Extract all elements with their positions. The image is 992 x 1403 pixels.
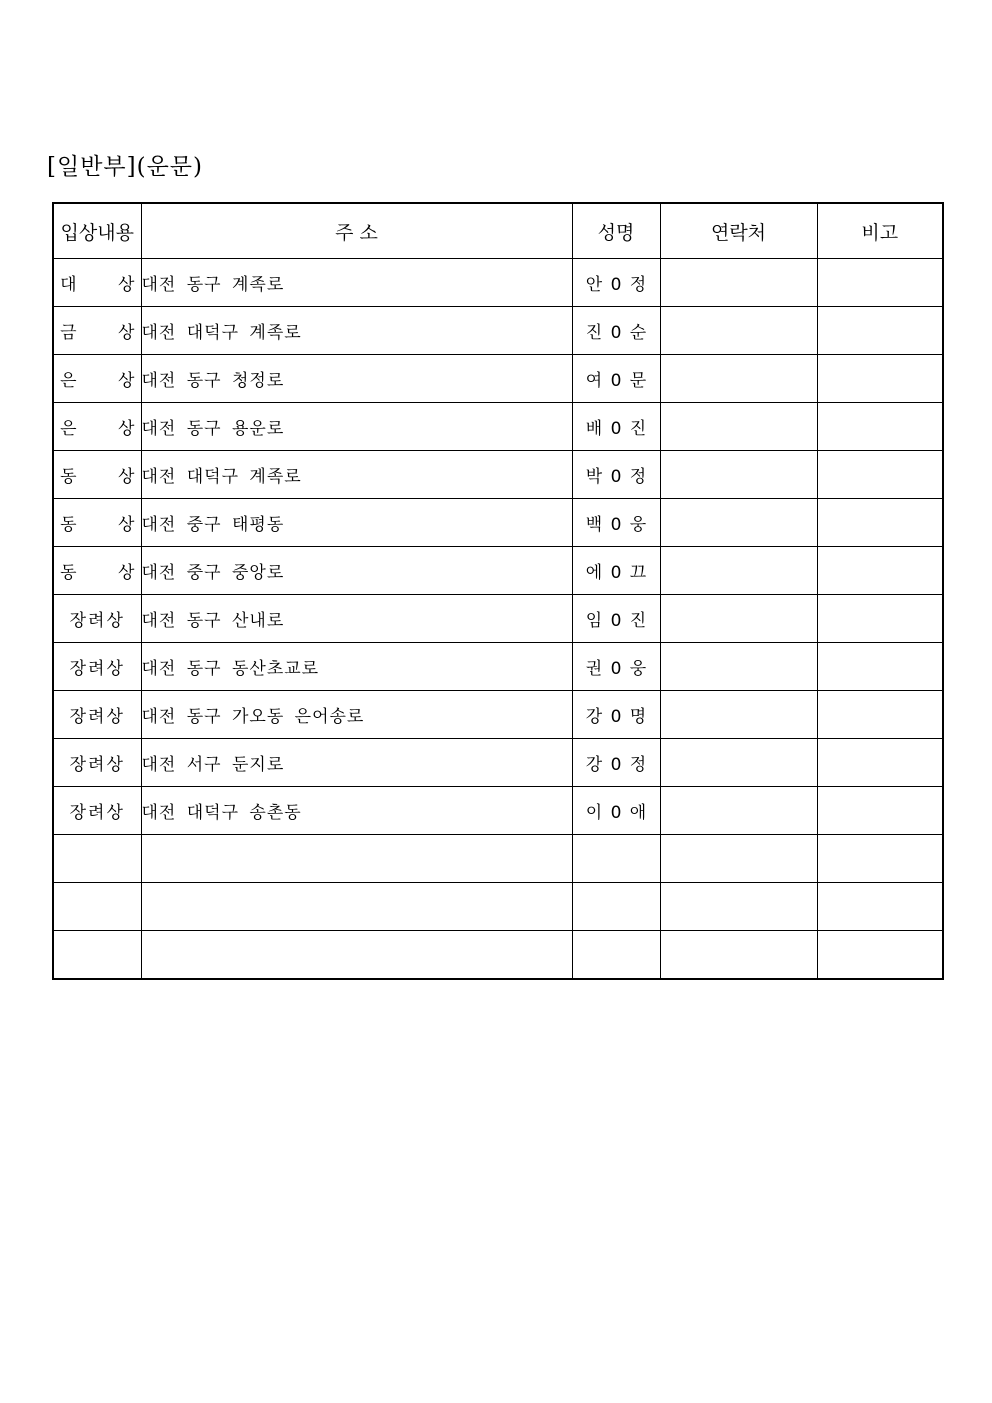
remarks-cell [817, 547, 943, 595]
award-label: 장려상 [69, 611, 125, 631]
award-label: 은 상 [60, 371, 153, 391]
contact-cell [660, 739, 817, 787]
table-row [53, 499, 943, 547]
name-cell: 백 0 웅 [572, 499, 660, 547]
address-cell: 대전 대덕구 계족로 [141, 307, 572, 355]
name-cell: 여 0 문 [572, 355, 660, 403]
contact-cell [660, 547, 817, 595]
contact-cell [660, 691, 817, 739]
award-label: 동 상 [60, 467, 153, 487]
contact-cell [660, 931, 817, 980]
table-row [53, 547, 943, 595]
table-row [53, 931, 943, 980]
award-label: 대 상 [60, 275, 153, 295]
remarks-cell [817, 691, 943, 739]
award-label: 은 상 [60, 419, 153, 439]
address-cell: 대전 동구 가오동 은어송로 [141, 691, 572, 739]
remarks-cell [817, 931, 943, 980]
award-cell [53, 259, 153, 307]
table-row [53, 787, 943, 835]
contact-cell [660, 307, 817, 355]
award-cell [53, 499, 153, 547]
address-cell: 대전 동구 청정로 [141, 355, 572, 403]
award-label: 장려상 [69, 755, 125, 775]
award-cell [53, 739, 141, 787]
table-row [53, 307, 943, 355]
header-name: 성명 [572, 203, 660, 259]
award-cell [53, 451, 153, 499]
table-row [53, 259, 943, 307]
remarks-cell [817, 355, 943, 403]
remarks-cell [817, 595, 943, 643]
address-cell: 대전 동구 용운로 [141, 403, 572, 451]
remarks-cell [817, 739, 943, 787]
award-label: 금 상 [60, 323, 153, 343]
remarks-cell [817, 499, 943, 547]
remarks-cell [817, 451, 943, 499]
award-label: 장려상 [69, 803, 125, 823]
table-row [53, 883, 943, 931]
award-cell [53, 643, 141, 691]
address-cell: 대전 대덕구 송촌동 [141, 787, 572, 835]
award-cell [53, 931, 141, 980]
table-header-row [53, 203, 943, 259]
award-label: 동 상 [60, 563, 153, 583]
address-cell: 대전 중구 태평동 [141, 499, 572, 547]
table-row [53, 643, 943, 691]
name-cell [572, 883, 660, 931]
remarks-cell [817, 787, 943, 835]
name-cell: 권 0 웅 [572, 643, 660, 691]
address-cell: 대전 서구 둔지로 [141, 739, 572, 787]
address-cell [141, 883, 572, 931]
table-row [53, 595, 943, 643]
header-remarks: 비고 [817, 203, 943, 259]
table-body [53, 259, 943, 980]
award-cell [53, 835, 141, 883]
contact-cell [660, 835, 817, 883]
header-address: 주 소 [141, 203, 572, 259]
remarks-cell [817, 643, 943, 691]
award-cell [53, 883, 141, 931]
remarks-cell [817, 307, 943, 355]
table-row [53, 355, 943, 403]
contact-cell [660, 403, 817, 451]
page-title: [일반부](운문) [47, 154, 203, 180]
award-cell [53, 547, 153, 595]
name-cell: 강 0 명 [572, 691, 660, 739]
award-cell [53, 691, 141, 739]
name-cell: 에 0 끄 [572, 547, 660, 595]
address-cell: 대전 동구 계족로 [141, 259, 572, 307]
name-cell: 임 0 진 [572, 595, 660, 643]
header-contact: 연락처 [660, 203, 817, 259]
table-row [53, 739, 943, 787]
award-label: 장려상 [69, 707, 125, 727]
table-row [53, 403, 943, 451]
table-row [53, 451, 943, 499]
award-table [52, 202, 944, 980]
contact-cell [660, 451, 817, 499]
name-cell: 진 0 순 [572, 307, 660, 355]
name-cell [572, 931, 660, 980]
name-cell: 박 0 정 [572, 451, 660, 499]
contact-cell [660, 595, 817, 643]
award-cell [53, 307, 153, 355]
table-row [53, 691, 943, 739]
name-cell: 이 0 애 [572, 787, 660, 835]
name-cell: 배 0 진 [572, 403, 660, 451]
contact-cell [660, 499, 817, 547]
remarks-cell [817, 835, 943, 883]
contact-cell [660, 883, 817, 931]
award-label: 동 상 [60, 515, 153, 535]
contact-cell [660, 355, 817, 403]
remarks-cell [817, 883, 943, 931]
name-cell: 강 0 정 [572, 739, 660, 787]
header-award: 입상내용 [53, 203, 141, 259]
contact-cell [660, 643, 817, 691]
address-cell [141, 835, 572, 883]
remarks-cell [817, 259, 943, 307]
address-cell [141, 931, 572, 980]
remarks-cell [817, 403, 943, 451]
award-cell [53, 595, 141, 643]
address-cell: 대전 대덕구 계족로 [141, 451, 572, 499]
address-cell: 대전 동구 동산초교로 [141, 643, 572, 691]
name-cell: 안 0 정 [572, 259, 660, 307]
award-cell [53, 403, 153, 451]
award-cell [53, 355, 153, 403]
contact-cell [660, 259, 817, 307]
award-cell [53, 787, 141, 835]
award-label: 장려상 [69, 659, 125, 679]
table-row [53, 835, 943, 883]
address-cell: 대전 중구 중앙로 [141, 547, 572, 595]
address-cell: 대전 동구 산내로 [141, 595, 572, 643]
name-cell [572, 835, 660, 883]
contact-cell [660, 787, 817, 835]
